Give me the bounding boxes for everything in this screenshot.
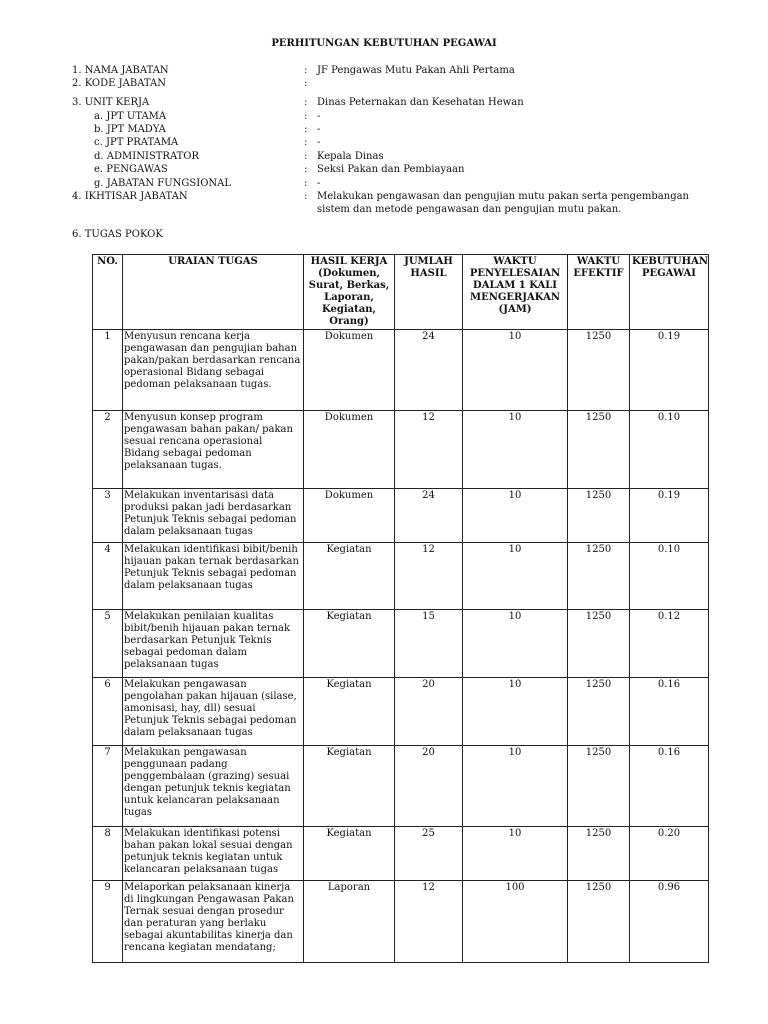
header-waktu-penyelesaian: WAKTU PENYELESAIAN DALAM 1 KALI MENGERJAKAN (JAM) — [463, 255, 568, 330]
info-label: 1. NAMA JABATAN — [72, 65, 169, 76]
info-colon: : — [304, 137, 308, 148]
cell-waktu: 10 — [463, 489, 568, 543]
cell-kebutuhan: 0.20 — [630, 827, 709, 881]
table-row — [93, 489, 709, 543]
cell-efektif: 1250 — [568, 746, 630, 827]
cell-no: 7 — [93, 746, 123, 827]
table-row — [93, 678, 709, 746]
cell-efektif: 1250 — [568, 610, 630, 678]
cell-no: 5 — [93, 610, 123, 678]
cell-hasil: Dokumen — [304, 489, 395, 543]
cell-hasil: Kegiatan — [304, 827, 395, 881]
info-colon: : — [304, 191, 308, 202]
table-row — [93, 827, 709, 881]
cell-efektif: 1250 — [568, 411, 630, 489]
cell-efektif: 1250 — [568, 827, 630, 881]
info-colon: : — [304, 151, 308, 162]
table-row — [93, 746, 709, 827]
cell-waktu: 10 — [463, 543, 568, 610]
table-row — [93, 543, 709, 610]
info-label: a. JPT UTAMA — [94, 111, 167, 122]
info-label: e. PENGAWAS — [94, 164, 168, 175]
cell-uraian: Melakukan inventarisasi data produksi pakan jadi berdasarkan Petunjuk Teknis sebagai pedoman dalam pelaksanaan tugas — [123, 489, 304, 543]
info-label: g. JABATAN FUNGSIONAL — [94, 178, 232, 189]
cell-waktu: 10 — [463, 827, 568, 881]
cell-uraian: Melaporkan pelaksanaan kinerja di lingkungan Pengawasan Pakan Ternak sesuai dengan prosedur dan peraturan yang berlaku sebagai akuntabilitas kinerja dan rencana kegiatan mendatang; — [123, 881, 304, 963]
table-row — [93, 330, 709, 411]
tasks-table — [92, 254, 709, 963]
cell-jumlah: 20 — [395, 746, 463, 827]
info-value: JF Pengawas Mutu Pakan Ahli Pertama — [317, 65, 515, 76]
info-value: - — [317, 178, 321, 189]
cell-waktu: 10 — [463, 330, 568, 411]
cell-hasil: Kegiatan — [304, 543, 395, 610]
header-no: NO. — [93, 255, 123, 330]
cell-efektif: 1250 — [568, 881, 630, 963]
cell-uraian: Melakukan identifikasi potensi bahan pakan lokal sesuai dengan petunjuk teknis kegiatan untuk kelancaran pelaksanaan tugas — [123, 827, 304, 881]
cell-jumlah: 15 — [395, 610, 463, 678]
cell-kebutuhan: 0.12 — [630, 610, 709, 678]
cell-hasil: Dokumen — [304, 330, 395, 411]
info-label: d. ADMINISTRATOR — [94, 151, 200, 162]
header-jumlah-hasil: JUMLAH HASIL — [395, 255, 463, 330]
cell-kebutuhan: 0.16 — [630, 678, 709, 746]
cell-waktu: 10 — [463, 678, 568, 746]
info-label: b. JPT MADYA — [94, 124, 166, 135]
cell-hasil: Kegiatan — [304, 678, 395, 746]
info-value: Kepala Dinas — [317, 151, 384, 162]
cell-hasil: Dokumen — [304, 411, 395, 489]
info-value: Melakukan pengawasan dan pengujian mutu pakan serta pengembangan sistem dan metode pengawasan dan pengujian mutu pakan. — [317, 191, 690, 215]
cell-jumlah: 12 — [395, 881, 463, 963]
cell-uraian: Menyusun konsep program pengawasan bahan pakan/ pakan sesuai rencana operasional Bidang sebagai pedoman pelaksanaan tugas. — [123, 411, 304, 489]
info-colon: : — [304, 97, 308, 108]
info-value: Seksi Pakan dan Pembiayaan — [317, 164, 465, 175]
header-waktu-efektif: WAKTU EFEKTIF — [568, 255, 630, 330]
header-kebutuhan-pegawai: KEBUTUHAN PEGAWAI — [630, 255, 709, 330]
cell-kebutuhan: 0.19 — [630, 330, 709, 411]
cell-kebutuhan: 0.16 — [630, 746, 709, 827]
cell-no: 2 — [93, 411, 123, 489]
table-row — [93, 411, 709, 489]
info-label: 4. IKHTISAR JABATAN — [72, 191, 188, 202]
cell-uraian: Melakukan pengawasan penggunaan padang penggembalaan (grazing) sesuai dengan petunjuk teknis kegiatan untuk kelancaran pelaksanaan tugas — [123, 746, 304, 827]
info-value: Dinas Peternakan dan Kesehatan Hewan — [317, 97, 524, 108]
cell-hasil: Kegiatan — [304, 610, 395, 678]
cell-efektif: 1250 — [568, 489, 630, 543]
cell-jumlah: 24 — [395, 330, 463, 411]
cell-hasil: Kegiatan — [304, 746, 395, 827]
info-colon: : — [304, 65, 308, 76]
cell-uraian: Melakukan identifikasi bibit/benih hijauan pakan ternak berdasarkan Petunjuk Teknis sebagai pedoman dalam pelaksanaan tugas — [123, 543, 304, 610]
section-title-tugas-pokok: 6. TUGAS POKOK — [72, 229, 163, 240]
cell-efektif: 1250 — [568, 330, 630, 411]
table-row — [93, 610, 709, 678]
info-label: 2. KODE JABATAN — [72, 78, 166, 89]
cell-kebutuhan: 0.10 — [630, 543, 709, 610]
info-label: c. JPT PRATAMA — [94, 137, 179, 148]
cell-waktu: 10 — [463, 746, 568, 827]
table-header-row — [93, 255, 709, 330]
info-colon: : — [304, 124, 308, 135]
info-colon: : — [304, 164, 308, 175]
info-value: - — [317, 111, 321, 122]
cell-jumlah: 25 — [395, 827, 463, 881]
info-colon: : — [304, 178, 308, 189]
cell-jumlah: 20 — [395, 678, 463, 746]
cell-waktu: 10 — [463, 411, 568, 489]
cell-no: 9 — [93, 881, 123, 963]
cell-no: 1 — [93, 330, 123, 411]
info-colon: : — [304, 78, 308, 89]
cell-uraian: Melakukan penilaian kualitas bibit/benih hijauan pakan ternak berdasarkan Petunjuk Teknis sebagai pedoman dalam pelaksanaan tugas — [123, 610, 304, 678]
info-value: - — [317, 124, 321, 135]
cell-kebutuhan: 0.19 — [630, 489, 709, 543]
cell-no: 3 — [93, 489, 123, 543]
cell-waktu: 100 — [463, 881, 568, 963]
cell-kebutuhan: 0.10 — [630, 411, 709, 489]
cell-jumlah: 12 — [395, 543, 463, 610]
info-colon: : — [304, 111, 308, 122]
cell-jumlah: 12 — [395, 411, 463, 489]
cell-hasil: Laporan — [304, 881, 395, 963]
cell-no: 4 — [93, 543, 123, 610]
cell-kebutuhan: 0.96 — [630, 881, 709, 963]
cell-uraian: Menyusun rencana kerja pengawasan dan pengujian bahan pakan/pakan berdasarkan rencana operasional Bidang sebagai pedoman pelaksanaan tugas. — [123, 330, 304, 411]
cell-uraian: Melakukan pengawasan pengolahan pakan hijauan (silase, amonisasi, hay, dll) sesuai Petunjuk Teknis sebagai pedoman dalam pelaksanaan tugas — [123, 678, 304, 746]
cell-efektif: 1250 — [568, 678, 630, 746]
info-value: - — [317, 137, 321, 148]
cell-efektif: 1250 — [568, 543, 630, 610]
header-uraian-tugas: URAIAN TUGAS — [123, 255, 304, 330]
cell-no: 6 — [93, 678, 123, 746]
header-hasil-kerja: HASIL KERJA (Dokumen, Surat, Berkas, Laporan, Kegiatan, Orang) — [304, 255, 395, 330]
cell-no: 8 — [93, 827, 123, 881]
cell-waktu: 10 — [463, 610, 568, 678]
cell-jumlah: 24 — [395, 489, 463, 543]
table-row — [93, 881, 709, 963]
page-title: PERHITUNGAN KEBUTUHAN PEGAWAI — [271, 38, 497, 49]
info-label: 3. UNIT KERJA — [72, 97, 150, 108]
